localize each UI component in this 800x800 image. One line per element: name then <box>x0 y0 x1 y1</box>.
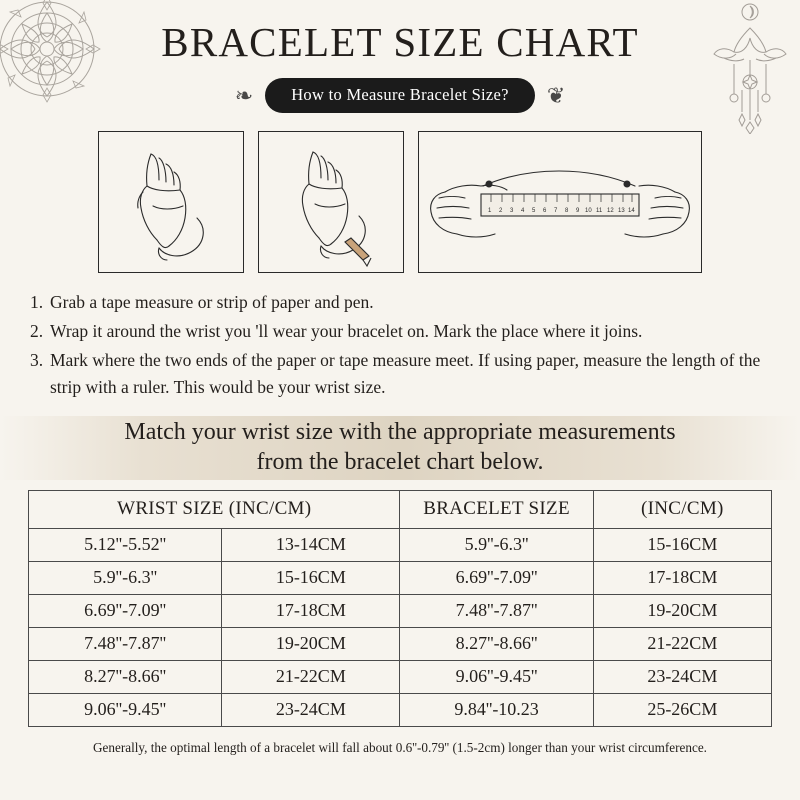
cell-bracelet-inches: 8.27''-8.66'' <box>400 627 593 660</box>
illustration-hand-with-tape-measure <box>98 131 244 273</box>
table-row <box>29 561 772 594</box>
step-text: Mark where the two ends of the paper or tape measure meet. If using paper, measure the length of the strip with a ruler. This would be your wrist size. <box>50 350 761 398</box>
svg-text:1: 1 <box>488 208 492 214</box>
table-row <box>29 528 772 561</box>
illustration-row <box>0 131 800 273</box>
page-title: BRACELET SIZE CHART <box>161 19 639 65</box>
table-header-wrist-size: WRIST SIZE (INC/CM) <box>29 490 400 528</box>
table-row <box>29 660 772 693</box>
svg-text:12: 12 <box>607 208 614 214</box>
table-header-bracelet-units: (INC/CM) <box>593 490 771 528</box>
cell-bracelet-cm: 15-16CM <box>593 528 771 561</box>
cell-wrist-cm: 19-20CM <box>222 627 400 660</box>
svg-text:8: 8 <box>565 208 569 214</box>
size-table <box>28 490 772 727</box>
svg-text:9: 9 <box>576 208 580 214</box>
flourish-left-icon: ❧ <box>234 82 254 108</box>
illustration-hands-with-ruler <box>418 131 702 273</box>
cell-bracelet-inches: 6.69''-7.09'' <box>400 561 593 594</box>
svg-text:3: 3 <box>510 208 514 214</box>
svg-text:11: 11 <box>596 208 603 214</box>
svg-text:14: 14 <box>628 208 635 214</box>
list-item <box>30 289 772 316</box>
subtitle-pill: How to Measure Bracelet Size? <box>265 78 535 113</box>
cell-bracelet-cm: 25-26CM <box>593 693 771 726</box>
banner-line-1: Match your wrist size with the appropriate measurements <box>124 419 676 446</box>
cell-wrist-cm: 23-24CM <box>222 693 400 726</box>
cell-bracelet-inches: 7.48''-7.87'' <box>400 594 593 627</box>
list-item <box>30 318 772 345</box>
table-row <box>29 594 772 627</box>
svg-text:4: 4 <box>521 208 525 214</box>
cell-bracelet-cm: 21-22CM <box>593 627 771 660</box>
cell-wrist-inches: 5.9''-6.3'' <box>29 561 222 594</box>
cell-wrist-cm: 15-16CM <box>222 561 400 594</box>
table-row <box>29 627 772 660</box>
step-number: 3. <box>30 350 44 371</box>
cell-wrist-cm: 17-18CM <box>222 594 400 627</box>
table-row <box>29 693 772 726</box>
match-size-banner <box>0 416 800 480</box>
cell-wrist-inches: 6.69''-7.09'' <box>29 594 222 627</box>
cell-wrist-cm: 13-14CM <box>222 528 400 561</box>
cell-wrist-cm: 21-22CM <box>222 660 400 693</box>
cell-bracelet-cm: 17-18CM <box>593 561 771 594</box>
table-header-bracelet-size: BRACELET SIZE <box>400 490 593 528</box>
size-table-wrap <box>0 490 800 727</box>
cell-wrist-inches: 9.06''-9.45'' <box>29 693 222 726</box>
cell-bracelet-inches: 9.84''-10.23 <box>400 693 593 726</box>
step-number: 2. <box>30 321 44 342</box>
subtitle-row <box>0 78 800 113</box>
cell-bracelet-inches: 5.9''-6.3'' <box>400 528 593 561</box>
list-item <box>30 347 772 401</box>
svg-text:2: 2 <box>499 208 503 214</box>
footnote: Generally, the optimal length of a bracelet will fall about 0.6''-0.79'' (1.5-2cm) longer than your wrist circumference. <box>93 739 707 755</box>
cell-bracelet-cm: 19-20CM <box>593 594 771 627</box>
svg-text:10: 10 <box>585 208 592 214</box>
step-number: 1. <box>30 292 44 312</box>
table-header-row <box>29 490 772 528</box>
cell-bracelet-cm: 23-24CM <box>593 660 771 693</box>
step-text: Wrap it around the wrist you 'll wear your bracelet on. Mark the place where it joins. <box>50 321 643 342</box>
instruction-list <box>0 289 800 402</box>
cell-bracelet-inches: 9.06''-9.45'' <box>400 660 593 693</box>
svg-text:5: 5 <box>532 208 536 214</box>
cell-wrist-inches: 8.27''-8.66'' <box>29 660 222 693</box>
cell-wrist-inches: 7.48''-7.87'' <box>29 627 222 660</box>
flourish-right-icon: ❦ <box>546 82 566 108</box>
svg-text:7: 7 <box>554 208 558 214</box>
illustration-hand-with-paper-and-pen <box>258 131 404 273</box>
svg-text:6: 6 <box>543 208 547 214</box>
step-text: Grab a tape measure or strip of paper and pen. <box>50 292 374 312</box>
cell-wrist-inches: 5.12''-5.52'' <box>29 528 222 561</box>
svg-text:13: 13 <box>618 208 625 214</box>
banner-line-2: from the bracelet chart below. <box>256 448 544 475</box>
